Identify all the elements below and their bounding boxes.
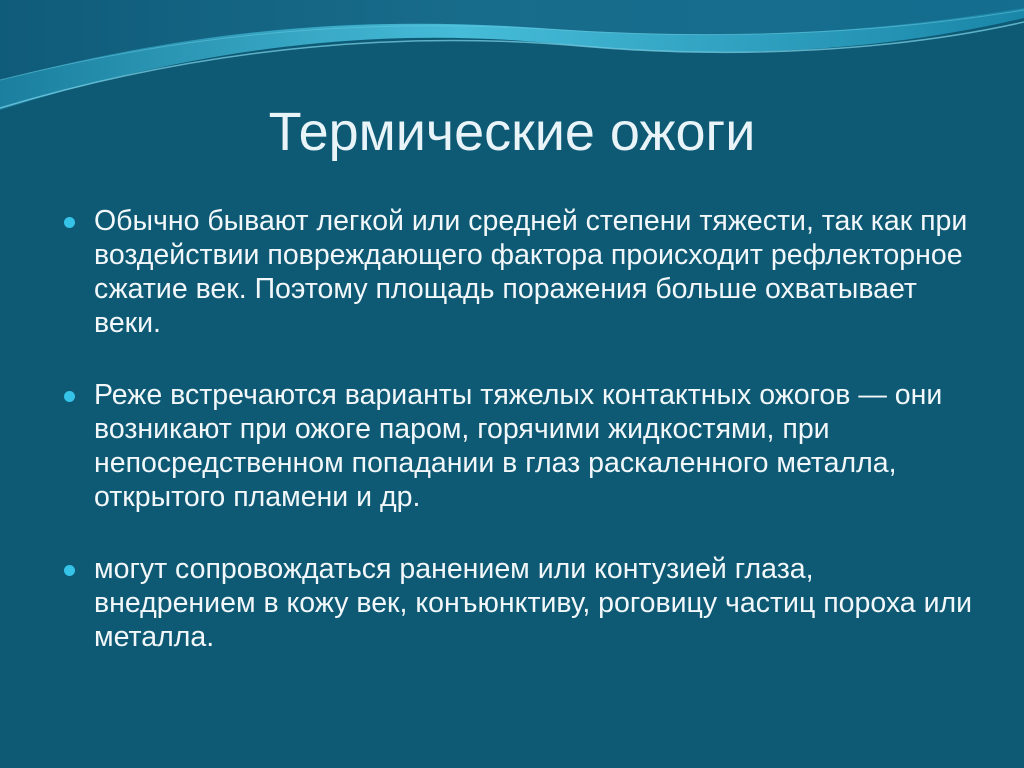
bullet-text: могут сопровождаться ранением или контузией глаза, внедрением в кожу век, конъюнктиву, роговицу частиц пороха или металла.	[94, 553, 973, 653]
bullet-text: Обычно бывают легкой или средней степени тяжести, так как при воздействии повреждающего фактора происходит рефлекторное сжатие век. Поэтому площадь поражения больше охватывает веки.	[94, 205, 968, 339]
slide-title: Термические ожоги	[268, 102, 756, 162]
bullet-marker-icon	[64, 391, 75, 402]
bullet-marker-icon	[64, 217, 75, 228]
bullet-item	[62, 552, 982, 654]
bullet-text: Реже встречаются варианты тяжелых контактных ожогов — они возникают при ожоге паром, горячими жидкостями, при непосредственном попадании в глаз раскаленного металла, открытого пламени и др.	[94, 379, 943, 513]
bullet-list	[62, 204, 982, 692]
bullet-item	[62, 378, 982, 514]
bullet-marker-icon	[64, 565, 75, 576]
bullet-item	[62, 204, 982, 340]
